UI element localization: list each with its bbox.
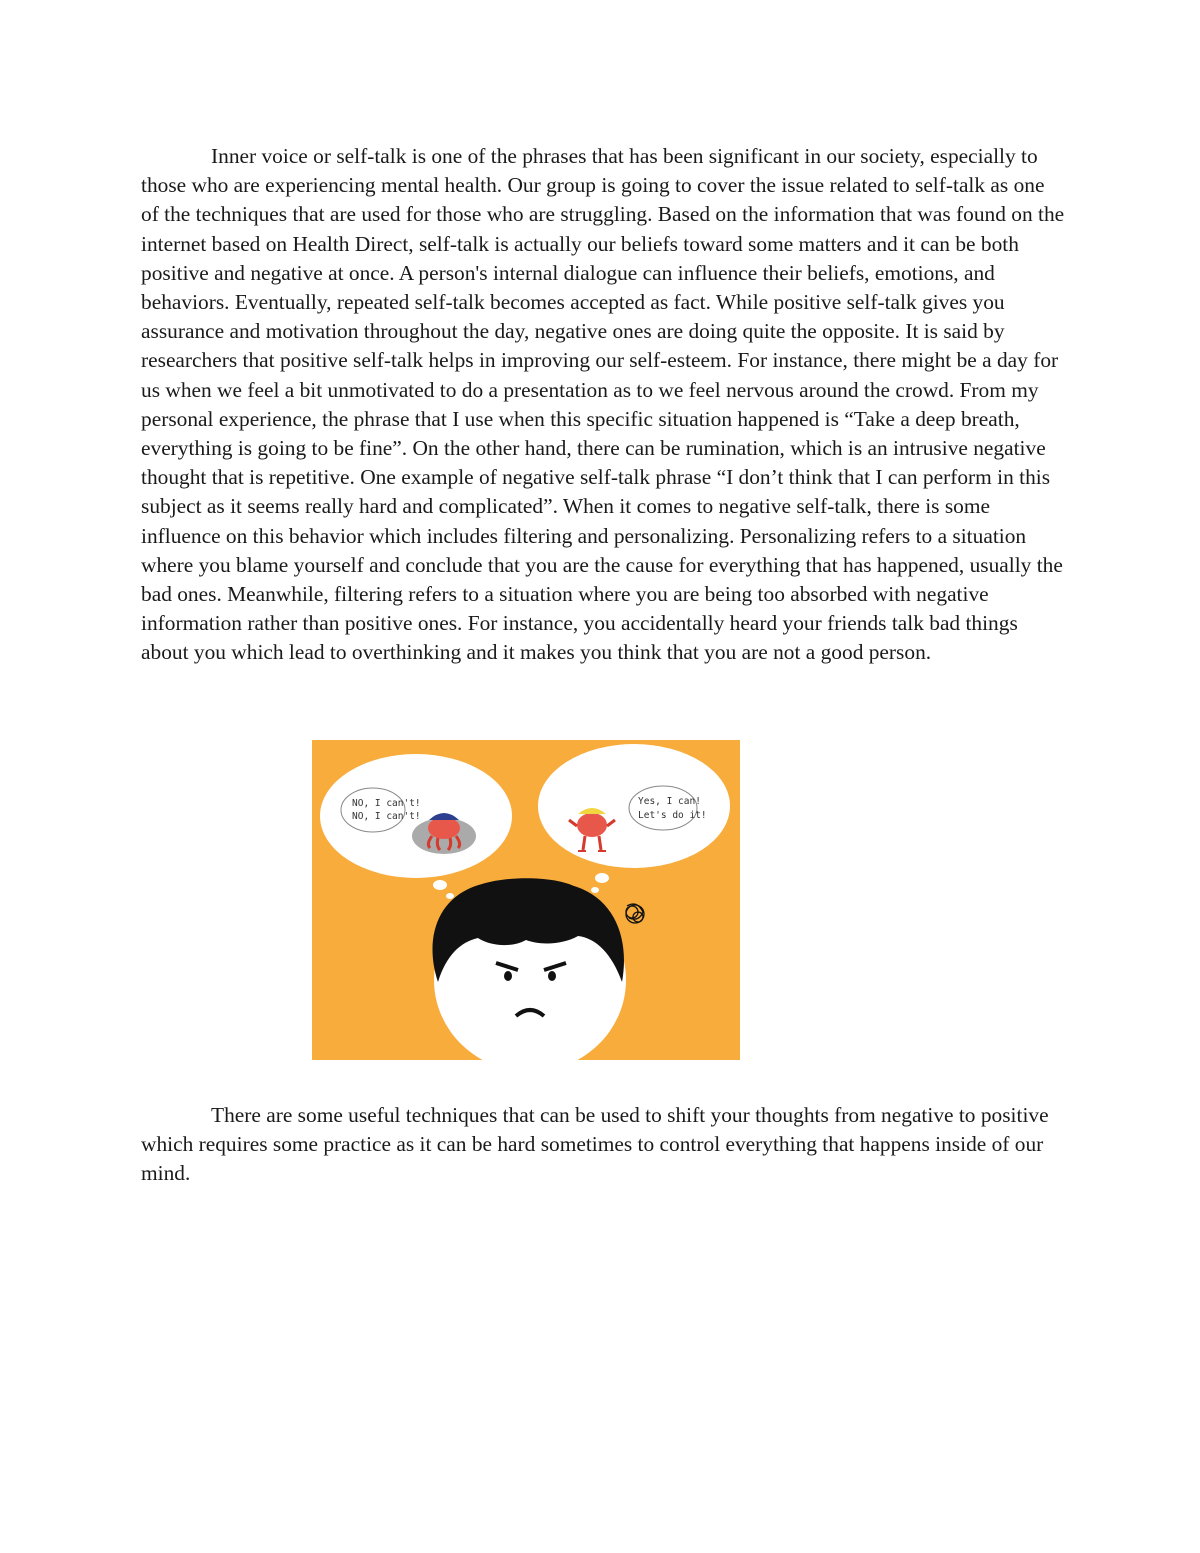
right-thought-dot-large: [595, 873, 609, 883]
left-thought-dot-large: [433, 880, 447, 890]
paragraph-1: Inner voice or self-talk is one of the phrases that has been significant in our society, especially to those who are experiencing mental health. Our group is going to cover the issue related to self-talk as one of the techniques that are used for those who are struggling. Based on the information that was found on the internet based on Health Direct, self-talk is actually our beliefs toward some matters and it can be both positive and negative at once. A person's internal dialogue can influence their beliefs, emotions, and behaviors. Eventually, repeated self-talk becomes accepted as fact. While positive self-talk gives you assurance and motivation throughout the day, negative ones are doing quite the opposite. It is said by researchers that positive self-talk helps in improving our self-esteem. For instance, there might be a day for us when we feel a bit unmotivated to do a presentation as to we feel nervous around the crowd. From my personal experience, the phrase that I use when this specific situation happened is “Take a deep breath, everything is going to be fine”. On the other hand, there can be rumination, which is an intrusive negative thought that is repetitive. One example of negative self-talk phrase “I don’t think that I can perform in this subject as it seems really hard and complicated”. When it comes to negative self-talk, there is some influence on this behavior which includes filtering and personalizing. Personalizing refers to a situation where you blame yourself and conclude that you are the cause for everything that has happened, usually the bad ones. Meanwhile, filtering refers to a situation where you are being too absorbed with negative information rather than positive ones. For instance, you accidentally heard your friends talk bad things about you which lead to overthinking and it makes you think that you are not a good person.: [141, 144, 1065, 665]
left-eye: [504, 971, 512, 981]
left-bubble-line-2: NO, I can't!: [352, 811, 421, 822]
right-thought-bubble: [538, 744, 730, 868]
right-eye: [548, 971, 556, 981]
illustration-svg: [312, 740, 740, 1060]
right-thought-dot-small: [591, 887, 599, 893]
left-thought-dot-small: [446, 893, 454, 899]
self-talk-illustration: [312, 740, 740, 1060]
right-bubble-line-2: Let's do it!: [638, 810, 707, 821]
right-bubble-line-1: Yes, I can!: [638, 796, 701, 807]
left-bubble-line-1: NO, I can't!: [352, 798, 421, 809]
paragraph-2: There are some useful techniques that can be used to shift your thoughts from negative to positive which requires some practice as it can be hard sometimes to control everything that happens inside of our mind.: [141, 1103, 1049, 1186]
